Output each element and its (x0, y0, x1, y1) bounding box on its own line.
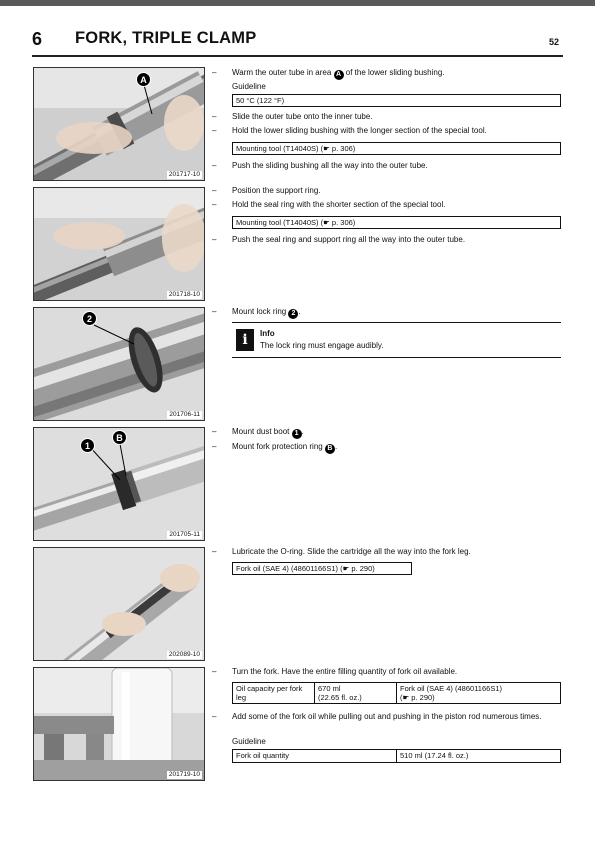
figure-outer-tube-heating (33, 67, 205, 181)
callout-2: 2 (82, 311, 97, 326)
step-push-seal-ring: – Push the seal ring and support ring all the way into the outer tube. (212, 235, 466, 244)
figure-cartridge (33, 547, 205, 661)
figure-fork-oil-fill (33, 667, 205, 781)
info-text: The lock ring must engage audibly. (260, 341, 384, 350)
figure-dust-boot (33, 427, 205, 541)
callout-b: B (112, 430, 127, 445)
fork-oil-quantity-table (232, 749, 561, 763)
table-row (233, 683, 561, 704)
guideline-label: Guideline (232, 82, 266, 91)
chapter-number: 6 (32, 29, 43, 49)
step-warm-outer-tube: – Warm the outer tube in area A of the lower sliding bushing. (212, 68, 445, 78)
figure-id: 201706-11 (169, 411, 200, 418)
step-position-support-ring: – Position the support ring. (212, 186, 321, 195)
figure-id: 201719-10 (168, 771, 200, 778)
callout-1: 1 (80, 438, 95, 453)
badge-b: B (325, 444, 335, 454)
step-hold-seal-ring: – Hold the seal ring with the shorter section of the special tool. (212, 200, 446, 209)
step-add-fork-oil: – Add some of the fork oil while pulling out and pushing in the piston rod numerous times. (212, 712, 542, 721)
figure-seal-ring (33, 187, 205, 301)
page-header (0, 0, 595, 60)
figure-id: 201705-11 (169, 531, 200, 538)
step-turn-fork: – Turn the fork. Have the entire filling quantity of fork oil available. (212, 667, 458, 676)
step-mount-lock-ring: – Mount lock ring 2 . (212, 307, 301, 317)
callout-a: A (136, 72, 151, 87)
badge-a: A (334, 70, 344, 80)
info-icon: i (236, 329, 254, 351)
temperature-box: 50 °C (122 °F) (232, 94, 561, 107)
figure-id: 201717-10 (168, 171, 200, 178)
fork-oil-box: Fork oil (SAE 4) (48601166S1) (☛ p. 290) (232, 562, 412, 575)
step-hold-lower-bushing: – Hold the lower sliding bushing with the longer section of the special tool. (212, 126, 487, 135)
step-mount-protection-ring: – Mount fork protection ring B . (212, 442, 338, 452)
qty-label: Fork oil quantity (233, 750, 397, 763)
info-title: Info (260, 329, 275, 338)
figure-id: 202089-10 (168, 651, 200, 658)
guideline-label-2: Guideline (232, 737, 266, 746)
step-slide-outer-tube: – Slide the outer tube onto the inner tube. (212, 112, 373, 121)
badge-2: 2 (288, 309, 298, 319)
info-box (232, 322, 561, 358)
figure-id: 201718-10 (168, 291, 200, 298)
qty-value: 510 ml (17.24 fl. oz.) (397, 750, 561, 763)
badge-1: 1 (292, 429, 302, 439)
oil-type: Fork oil (SAE 4) (48601166S1) (☛ p. 290) (397, 683, 561, 704)
table-row (233, 750, 561, 763)
oil-capacity-value: 670 ml (22.65 fl. oz.) (315, 683, 397, 704)
step-mount-dust-boot: – Mount dust boot 1 . (212, 427, 304, 437)
figure-lock-ring (33, 307, 205, 421)
step-lubricate-oring: – Lubricate the O-ring. Slide the cartridge all the way into the fork leg. (212, 547, 471, 556)
oil-capacity-label: Oil capacity per fork leg (233, 683, 315, 704)
step-push-bushing: – Push the sliding bushing all the way into the outer tube. (212, 161, 428, 170)
page-number: 52 (548, 37, 559, 47)
oil-capacity-table (232, 682, 561, 704)
header-rule (32, 55, 563, 57)
tool-box-1: Mounting tool (T14040S) (☛ p. 306) (232, 142, 561, 155)
chapter-title: FORK, TRIPLE CLAMP (75, 29, 257, 47)
tool-box-2: Mounting tool (T14040S) (☛ p. 306) (232, 216, 561, 229)
